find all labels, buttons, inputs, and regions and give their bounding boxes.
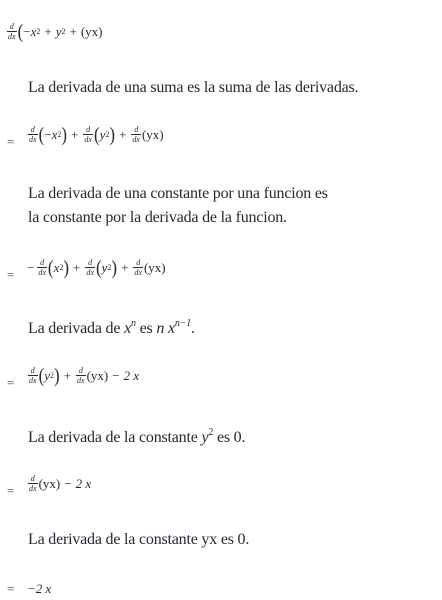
step-2-caption-line-1: La derivada de una constante por una funcion es: [28, 185, 328, 202]
equals-sign: =: [7, 581, 15, 596]
derivative-operator: $\frac{d}{dx}$: [86, 258, 94, 277]
expression: − $\frac{d}{dx}$ ( x 2 ) + $\frac{d}{dx}$ ( y 2 ) + $\frac{d}{dx}$ (yx): [27, 256, 166, 279]
derivative-operator: $\frac{d}{dx}$: [29, 125, 37, 144]
equals-sign: =: [7, 483, 15, 498]
derivative-operator: $\frac{d}{dx}$: [29, 366, 37, 385]
expression: $\frac{d}{dx}$ ( − x 2 ) + $\frac{d}{dx}$ ( y 2 ) + $\frac{d}{dx}$ (yx): [29, 123, 164, 146]
step-3-caption: La derivada de $x^n$ es n $x^{n-1}$.: [28, 318, 195, 337]
result-expression: −2 x: [27, 581, 52, 596]
step-2-caption-line-2: la constante por la derivada de la funcion.: [28, 209, 287, 226]
step-1-caption: La derivada de una suma es la suma de las derivadas.: [28, 79, 359, 96]
derivative-operator: $\frac{d}{dx}$: [132, 125, 140, 144]
step-4-caption: La derivada de la constante $y^2$ es 0.: [28, 427, 246, 446]
step-5-caption: La derivada de la constante yx es 0.: [28, 531, 250, 548]
equals-sign: =: [7, 267, 15, 282]
expression: $\frac{d}{dx}$ ( y 2 ) + $\frac{d}{dx}$ (yx) − 2 x: [29, 364, 140, 387]
equals-sign: =: [7, 375, 15, 390]
derivative-operator: $\frac{d}{dx}$: [77, 366, 85, 385]
derivative-operator: $\frac{d}{dx}$: [8, 22, 16, 41]
derivative-operator: $\frac{d}{dx}$: [84, 125, 92, 144]
derivative-operator: $\frac{d}{dx}$: [134, 258, 142, 277]
expression: $\frac{d}{dx}$ ( − x 2 + y 2 + (yx): [8, 20, 103, 43]
derivative-operator: $\frac{d}{dx}$: [29, 474, 37, 493]
expression: $\frac{d}{dx}$ (yx) − 2 x: [29, 474, 92, 493]
equals-sign: =: [7, 134, 15, 149]
derivative-operator: $\frac{d}{dx}$: [38, 258, 46, 277]
